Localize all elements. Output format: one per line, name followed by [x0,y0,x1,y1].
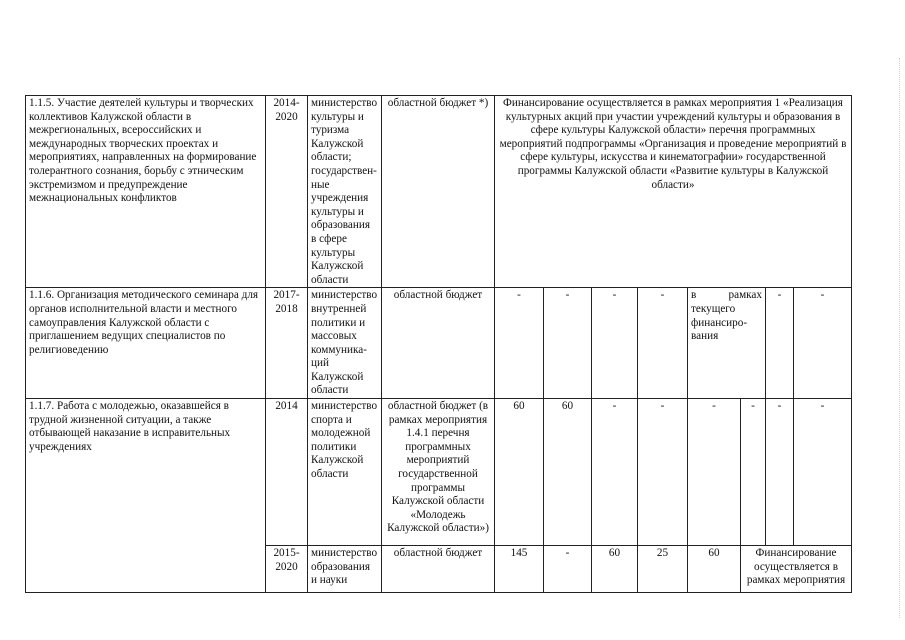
source-cell: областной бюджет [382,546,495,593]
value-cell: 60 [544,399,592,546]
task-cell: 1.1.6. Организация методического семинара для органов исполнительной власти и местного самоуправления Калужской области с приглашением ведущих специалистов по религиоведению [26,288,266,399]
value-cell: 60 [495,399,544,546]
program-table [25,95,852,593]
value-cell: 25 [638,546,688,593]
value-cell: - [741,399,766,546]
task-cell: 1.1.7. Работа с молодежью, оказавшейся в трудной жизненной ситуации, а также отбывающей наказание в исправительных учреждениях [26,399,266,593]
table-row [26,96,852,288]
source-cell: областной бюджет (в рамках мероприятия 1.4.1 перечня программных мероприятий государственной программы Калужской области «Молодежь Калужской области») [382,399,495,546]
table-row [26,288,852,399]
value-cell: - [592,399,638,546]
executor-cell: министерство спорта и молодежной политики Калужской области [308,399,382,546]
value-cell: - [766,399,794,546]
executor-cell: министерство образования и науки [308,546,382,593]
value-cell: 145 [495,546,544,593]
value-cell: - [495,288,544,399]
value-cell: - [688,399,741,546]
task-cell: 1.1.5. Участие деятелей культуры и творческих коллективов Калужской области в межрегиональных, всероссийских и международных творческих проектах и мероприятиях, направленных на формирование толерантного сознания, борьбу с этническим экстремизмом и предупреждение межнациональных конфликтов [26,96,266,288]
table-row [26,399,852,546]
current-financing-cell: в рамках текущего финансиро-вания [688,288,766,399]
value-cell: - [794,288,852,399]
value-cell: - [544,546,592,593]
source-cell: областной бюджет *) [382,96,495,288]
value-cell: - [544,288,592,399]
value-cell: - [638,399,688,546]
value-cell: - [766,288,794,399]
value-cell: 60 [592,546,638,593]
financing-note-cell: Финансирование осуществляется в рамках мероприятия [741,546,852,593]
executor-cell: министерство внутренней политики и массовых коммуника-ций Калужской области [308,288,382,399]
years-cell: 2014 [266,399,308,546]
source-cell: областной бюджет [382,288,495,399]
scan-edge-line [899,58,900,618]
value-cell: - [592,288,638,399]
value-cell: - [638,288,688,399]
years-cell: 2014- 2020 [266,96,308,288]
executor-cell: министерство культуры и туризма Калужской области; государствен-ные учреждения культуры и образования в сфере культуры Калужской области [308,96,382,288]
financing-note-cell: Финансирование осуществляется в рамках мероприятия 1 «Реализация культурных акций при участии учреждений культуры и образования в сфере культуры Калужской области» перечня программных мероприятий подпрограммы «Организация и проведение мероприятий в сфере культуры, искусства и кинематографии» государственной программы Калужской области «Развитие культуры в Калужской области» [495,96,852,288]
years-cell: 2015- 2020 [266,546,308,593]
years-cell: 2017- 2018 [266,288,308,399]
value-cell: - [794,399,852,546]
value-cell: 60 [688,546,741,593]
